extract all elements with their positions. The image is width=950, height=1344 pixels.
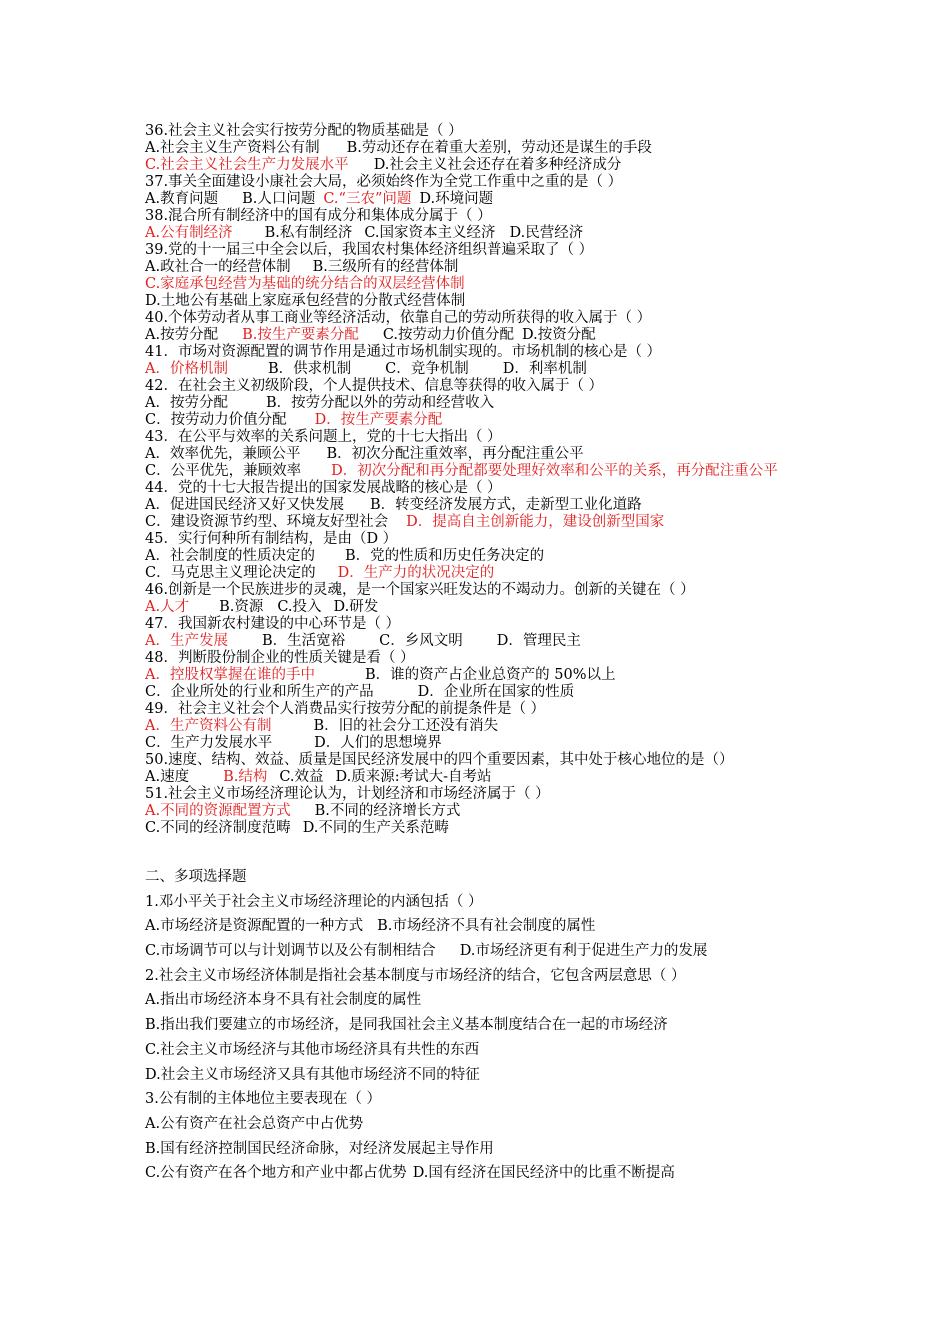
option-a-answer: A.不同的资源配置方式 bbox=[145, 803, 291, 819]
option-c: C.市场调节可以与计划调节以及公有制相结合 bbox=[145, 943, 436, 960]
question-36-stem: 36.社会主义社会实行按劳分配的物质基础是（ ） bbox=[145, 123, 463, 139]
question-47-options bbox=[145, 633, 825, 650]
option-b: B.不同的经济增长方式 bbox=[314, 803, 461, 819]
option-c: C．按劳动力价值分配 bbox=[145, 412, 287, 428]
option-c: C．建设资源节约型、环境友好型社会 bbox=[145, 514, 389, 530]
question-44-options-cd bbox=[145, 514, 825, 531]
option-a: A．按劳分配 bbox=[145, 395, 228, 411]
option-a: A．效率优先，兼顾公平 bbox=[145, 446, 301, 462]
option-c-answer: C.社会主义社会生产力发展水平 bbox=[145, 157, 349, 173]
question-51-stem: 51.社会主义市场经济理论认为，计划经济和市场经济属于（ ） bbox=[145, 786, 550, 802]
mc-question-1-stem: 1.邓小平关于社会主义市场经济理论的内涵包括（ ） bbox=[145, 893, 483, 910]
question-36-options-ab bbox=[145, 140, 825, 157]
option-b: B．初次分配注重效率，再分配注重公平 bbox=[326, 446, 584, 462]
question-51-options-ab bbox=[145, 803, 825, 820]
option-d: D.质来源:考试大-自考站 bbox=[335, 769, 492, 785]
option-d: D．管理民主 bbox=[496, 633, 581, 649]
mc-question-3-stem: 3.公有制的主体地位主要表现在（ ） bbox=[145, 1091, 381, 1108]
question-44-options-ab bbox=[145, 497, 825, 514]
option-b: B.人口问题 bbox=[242, 191, 316, 207]
option-b-answer: B.结构 bbox=[223, 769, 268, 785]
question-44-stem: 44．党的十七大报告提出的国家发展战略的核心是（ ） bbox=[145, 480, 502, 496]
question-42-options-ab bbox=[145, 395, 825, 412]
question-39-option-d: D.土地公有基础上家庭承包经营的分散式经营体制 bbox=[145, 293, 466, 309]
option-c: C.效益 bbox=[279, 769, 324, 785]
option-b: B．按劳分配以外的劳动和经营收入 bbox=[265, 395, 495, 411]
question-49-options-ab bbox=[145, 718, 825, 735]
mc-question-2-stem: 2.社会主义市场经济体制是指社会基本制度与市场经济的结合，它包含两层意思（ ） bbox=[145, 967, 686, 984]
option-b: B．谁的资产占企业总资产的 50%以上 bbox=[364, 667, 616, 683]
mc-question-2-option-a: A.指出市场经济本身不具有社会制度的属性 bbox=[145, 992, 422, 1009]
option-a-answer: A．控股权掌握在谁的手中 bbox=[145, 667, 315, 683]
question-38-stem: 38.混合所有制经济中的国有成分和集体成分属于（ ） bbox=[145, 208, 492, 224]
option-c: C．乡风文明 bbox=[379, 633, 463, 649]
option-c: C.不同的经济制度范畴 bbox=[145, 820, 291, 836]
option-d-answer: D．提高自主创新能力，建设创新型国家 bbox=[406, 514, 665, 530]
question-48-options-ab bbox=[145, 667, 825, 684]
question-40-stem: 40.个体劳动者从事工商业等经济活动，依靠自己的劳动所获得的收入属于（ ） bbox=[145, 310, 652, 326]
question-43-options-ab bbox=[145, 446, 825, 463]
question-43-stem: 43．在公平与效率的关系问题上，党的十七大指出（ ） bbox=[145, 429, 502, 445]
option-c: C．企业所处的行业和所生产的产品 bbox=[145, 684, 374, 700]
option-a: A．促进国民经济又好又快发展 bbox=[145, 497, 344, 513]
option-d: D.市场经济更有利于促进生产力的发展 bbox=[459, 943, 708, 960]
question-39-options-ab bbox=[145, 259, 825, 276]
question-42-options-cd bbox=[145, 412, 825, 429]
question-47-stem: 47．我国新农村建设的中心环节是（ ） bbox=[145, 616, 401, 632]
mc-question-2-option-c: C.社会主义市场经济与其他市场经济具有共性的东西 bbox=[145, 1041, 480, 1058]
question-41-options bbox=[145, 361, 825, 378]
option-a: A.教育问题 bbox=[145, 191, 219, 207]
option-c: C．生产力发展水平 bbox=[145, 735, 273, 751]
mc-question-3-option-a: A.公有资产在社会总资产中占优势 bbox=[145, 1115, 364, 1132]
question-39-stem: 39.党的十一届三中全会以后，我国农村集体经济组织普遍采取了（ ） bbox=[145, 242, 594, 258]
option-a: A.市场经济是资源配置的一种方式 bbox=[145, 918, 364, 935]
option-a: A.社会主义生产资料公有制 bbox=[145, 140, 320, 156]
multiple-choice-section bbox=[145, 865, 825, 1186]
question-36-options-cd bbox=[145, 157, 825, 174]
question-40-options bbox=[145, 327, 825, 344]
option-a: A.速度 bbox=[145, 769, 190, 785]
option-d: D．利率机制 bbox=[502, 361, 587, 377]
question-38-options bbox=[145, 225, 825, 242]
question-48-options-cd bbox=[145, 684, 825, 701]
option-b: B．供求机制 bbox=[267, 361, 352, 377]
mc-question-2-option-b: B.指出我们要建立的市场经济，是同我国社会主义基本制度结合在一起的市场经济 bbox=[145, 1017, 668, 1034]
option-b: B．旧的社会分工还没有消失 bbox=[313, 718, 499, 734]
question-51-options-cd bbox=[145, 820, 825, 837]
option-d-answer: D．按生产要素分配 bbox=[314, 412, 443, 428]
option-c: C.按劳动力价值分配 bbox=[382, 327, 515, 343]
option-a-answer: A.人才 bbox=[145, 599, 190, 615]
option-d-answer: D．初次分配和再分配都要处理好效率和公平的关系，再分配注重公平 bbox=[331, 463, 778, 479]
question-48-stem: 48．判断股份制企业的性质关键是看（ ） bbox=[145, 650, 415, 666]
option-d: D.社会主义社会还存在着多种经济成分 bbox=[373, 157, 622, 173]
question-37-stem: 37.事关全面建设小康社会大局，必须始终作为全党工作重中之重的是（ ） bbox=[145, 174, 623, 190]
exam-page bbox=[145, 123, 825, 1186]
option-b: B.劳动还存在着重大差别，劳动还是谋生的手段 bbox=[346, 140, 652, 156]
option-b: B．党的性质和历史任务决定的 bbox=[344, 548, 545, 564]
question-43-options-cd bbox=[145, 463, 815, 480]
option-a-answer: A.公有制经济 bbox=[145, 225, 233, 241]
question-50-options bbox=[145, 769, 825, 786]
option-b: B.私有制经济 bbox=[264, 225, 353, 241]
option-a-answer: A．生产发展 bbox=[145, 633, 228, 649]
mc-question-2-option-d: D.社会主义市场经济又具有其他市场经济不同的特征 bbox=[145, 1066, 480, 1083]
option-b-answer: B.按生产要素分配 bbox=[242, 327, 359, 343]
option-a: A.政社合一的经营体制 bbox=[145, 259, 291, 275]
option-b: B．转变经济发展方式，走新型工业化道路 bbox=[369, 497, 642, 513]
mc-question-3-option-b: B.国有经济控制国民经济命脉，对经济发展起主导作用 bbox=[145, 1140, 494, 1157]
option-a: A．社会制度的性质决定的 bbox=[145, 548, 315, 564]
question-46-stem: 46.创新是一个民族进步的灵魂，是一个国家兴旺发达的不竭动力。创新的关键在（ ） bbox=[145, 582, 695, 598]
question-39-option-c-answer: C.家庭承包经营为基础的统分结合的双层经营体制 bbox=[145, 276, 465, 292]
option-c: C.公有资产在各个地方和产业中都占优势 bbox=[145, 1165, 407, 1182]
option-a: A.按劳分配 bbox=[145, 327, 219, 343]
option-c: C．马克思主义理论决定的 bbox=[145, 565, 316, 581]
mc-question-1-options-cd bbox=[145, 939, 825, 964]
option-c: C．竞争机制 bbox=[385, 361, 469, 377]
option-d: D.环境问题 bbox=[419, 191, 494, 207]
section-title: 二、多项选择题 bbox=[145, 869, 247, 885]
question-45-options-ab bbox=[145, 548, 825, 565]
option-d: D．人们的思想境界 bbox=[314, 735, 442, 751]
question-45-options-cd bbox=[145, 565, 825, 582]
option-d: D．企业所在国家的性质 bbox=[417, 684, 575, 700]
option-c: C．公平优先，兼顾效率 bbox=[145, 463, 302, 479]
question-49-stem: 49．社会主义社会个人消费品实行按劳分配的前提条件是（ ） bbox=[145, 701, 546, 717]
option-d: D.民营经济 bbox=[509, 225, 584, 241]
option-d-answer: D．生产力的状况决定的 bbox=[337, 565, 495, 581]
mc-question-3-options-cd bbox=[145, 1161, 825, 1186]
option-d: D.研发 bbox=[333, 599, 379, 615]
question-49-options-cd bbox=[145, 735, 825, 752]
question-46-options bbox=[145, 599, 825, 616]
option-a-answer: A．价格机制 bbox=[145, 361, 228, 377]
question-50-stem: 50.速度、结构、效益、质量是国民经济发展中的四个重要因素，其中处于核心地位的是（） bbox=[145, 752, 734, 768]
question-37-options bbox=[145, 191, 825, 208]
question-42-stem: 42．在社会主义初级阶段，个人提供技术、信息等获得的收入属于（ ） bbox=[145, 378, 604, 394]
option-c-answer: C.“三农”问题 bbox=[323, 191, 412, 207]
option-b: B.三级所有的经营体制 bbox=[312, 259, 459, 275]
mc-question-1-options-ab bbox=[145, 914, 825, 939]
option-b: B.资源 bbox=[219, 599, 264, 615]
option-b: B.市场经济不具有社会制度的属性 bbox=[377, 918, 596, 935]
option-c: C.国家资本主义经济 bbox=[364, 225, 496, 241]
option-d: D.不同的生产关系范畴 bbox=[302, 820, 449, 836]
question-41-stem: 41．市场对资源配置的调节作用是通过市场机制实现的。市场机制的核心是（ ） bbox=[145, 344, 662, 360]
option-d: D.国有经济在国民经济中的比重不断提高 bbox=[412, 1165, 675, 1182]
option-b: B．生活宽裕 bbox=[261, 633, 346, 649]
option-a-answer: A．生产资料公有制 bbox=[145, 718, 272, 734]
option-c: C.投入 bbox=[277, 599, 322, 615]
option-d: D.按资分配 bbox=[522, 327, 596, 343]
question-45-stem: 45．实行何种所有制结构，是由（D ） bbox=[145, 531, 398, 547]
